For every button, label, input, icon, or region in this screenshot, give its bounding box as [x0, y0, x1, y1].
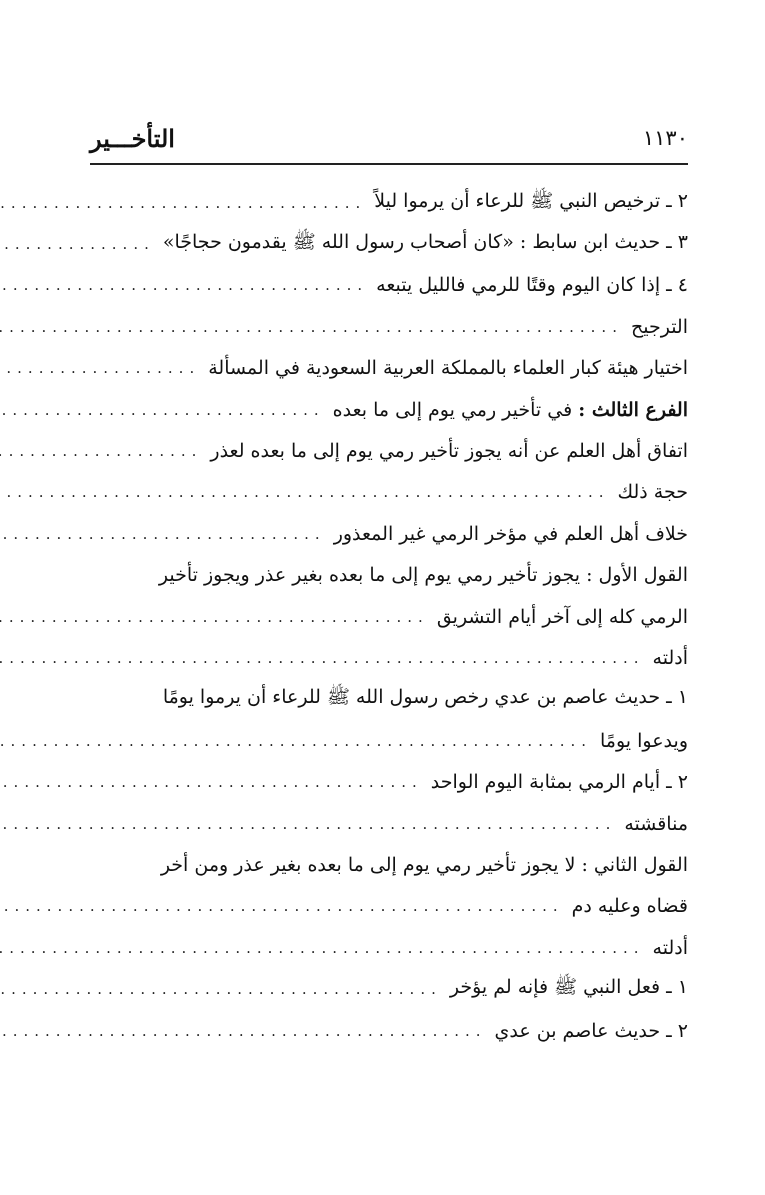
toc-entry-title: ٢ ـ أيام الرمي بمثابة اليوم الواحد [430, 771, 688, 794]
header-divider [90, 163, 688, 165]
toc-entry-title: اختيار هيئة كبار العلماء بالمملكة العربية السعودية في المسألة [208, 357, 688, 380]
toc-entry [90, 596, 688, 637]
toc-entry-title: حجة ذلك [617, 481, 688, 504]
dot-leader [0, 608, 429, 626]
toc-entry-title: الترجيح [630, 315, 688, 338]
toc-entry [90, 306, 688, 347]
toc-entry [90, 348, 688, 389]
toc-entry-title: مناقشته [624, 812, 688, 835]
dot-leader [0, 318, 623, 336]
page-header [90, 120, 688, 156]
toc-entry-title: أدلته [652, 646, 688, 669]
toc-entry-heading: الفرع الثالث : [578, 398, 688, 421]
dot-leader [0, 1022, 487, 1040]
dot-leader [0, 649, 645, 667]
toc-entry [90, 472, 688, 513]
toc-entry [90, 389, 688, 430]
toc-entry-title: أدلته [652, 936, 688, 959]
toc-entry [90, 1010, 688, 1051]
toc-entry-title: اتفاق أهل العلم عن أنه يجوز تأخير رمي يوم إلى ما بعده لعذر [210, 440, 688, 463]
dot-leader [0, 401, 325, 419]
toc-entry-title: ٣ ـ حديث ابن سابط : «كان أصحاب رسول الله ﷺ يقدمون حجاجًا» [162, 231, 688, 254]
toc-entry-title [333, 399, 688, 421]
toc-entry-title: ١ ـ فعل النبي ﷺ فإنه لم يؤخر [449, 976, 688, 999]
page-number: ١١٣٠ [642, 126, 688, 150]
toc-entry-title: القول الأول : يجوز تأخير رمي يوم إلى ما بعده بغير عذر ويجوز تأخير [158, 564, 688, 587]
dot-leader [0, 359, 200, 377]
dot-leader [0, 773, 423, 791]
dot-leader [0, 815, 616, 833]
toc-entry-title: خلاف أهل العلم في مؤخر الرمي غير المعذور [333, 522, 688, 545]
toc-entry-title: القول الثاني : لا يجوز تأخير رمي يوم إلى ما بعده بغير عذر ومن أخر [160, 853, 688, 876]
dot-leader [0, 897, 564, 915]
toc-entry [90, 265, 688, 306]
dot-leader [0, 980, 442, 998]
toc-entry [90, 968, 688, 1009]
dot-leader [0, 235, 155, 253]
toc-entry [90, 679, 688, 720]
dot-leader [0, 525, 326, 543]
toc-entry [90, 182, 688, 223]
toc-entry-title: ١ ـ حديث عاصم بن عدي رخص رسول الله ﷺ للرعاء أن يرموا يومًا [162, 686, 688, 709]
toc-entry [90, 927, 688, 968]
table-of-contents [90, 182, 688, 1051]
dot-leader [0, 276, 368, 294]
toc-entry [90, 886, 688, 927]
toc-entry-title: قضاه وعليه دم [571, 895, 688, 918]
running-title: التأخـــير [90, 124, 175, 153]
toc-entry [90, 844, 688, 885]
toc-entry-title: ٢ ـ ترخيص النبي ﷺ للرعاء أن يرموا ليلاً [374, 189, 688, 212]
dot-leader [0, 442, 202, 460]
toc-entry [90, 223, 688, 264]
toc-entry [90, 513, 688, 554]
dot-leader [0, 732, 592, 750]
toc-entry [90, 637, 688, 678]
toc-entry-title: الرمي كله إلى آخر أيام التشريق [436, 605, 688, 628]
toc-entry [90, 430, 688, 471]
toc-entry-title: ٢ ـ حديث عاصم بن عدي [494, 1019, 688, 1042]
toc-entry [90, 803, 688, 844]
dot-leader [0, 194, 366, 212]
toc-entry-title: ويدعوا يومًا [600, 729, 688, 752]
toc-entry [90, 555, 688, 596]
toc-entry [90, 761, 688, 802]
dot-leader [0, 483, 610, 501]
toc-entry [90, 720, 688, 761]
toc-entry-heading-text: في تأخير رمي يوم إلى ما بعده [332, 398, 579, 421]
toc-entry-title: ٤ ـ إذا كان اليوم وقتًا للرمي فالليل يتبعه [376, 274, 688, 297]
dot-leader [0, 939, 645, 957]
